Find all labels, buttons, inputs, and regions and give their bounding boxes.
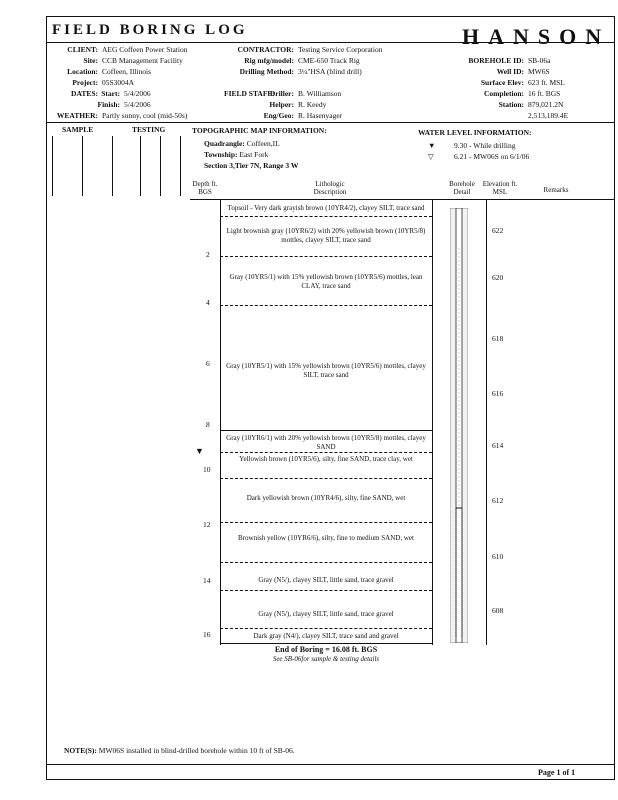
weather-label: WEATHER: <box>56 111 98 120</box>
testing-heading: TESTING <box>132 125 166 134</box>
station-value-east: 2,513,189.4E <box>528 111 569 120</box>
notes-label: NOTE(S): <box>64 746 97 755</box>
well-label: Well ID: <box>496 67 524 76</box>
borehole-column-header: Borehole Detail <box>449 180 475 196</box>
rig-value: CME-650 Track Rig <box>298 56 360 65</box>
end-note: See SB-06for sample & testing details <box>272 655 380 663</box>
start-value: 5/4/2006 <box>124 89 151 98</box>
depth-tick: 8 <box>206 420 210 429</box>
dates-label: DATES: <box>71 89 98 98</box>
layer-description: Light brownish gray (10YR6/2) with 20% yellowish brown (10YR5/8) mottles, clayey SILT, trace sand <box>226 227 426 244</box>
well-schematic <box>450 208 468 643</box>
contractor-label: CONTRACTOR: <box>237 45 294 54</box>
elevation-tick: 616 <box>492 389 504 398</box>
township-label: Township: <box>204 150 238 159</box>
quad-label: Quadrangle: <box>204 139 245 148</box>
finish-value: 5/4/2006 <box>124 100 151 109</box>
elevation-tick: 610 <box>492 552 504 561</box>
location-label: Location: <box>67 67 98 76</box>
site-value: CCB Management Facility <box>102 56 183 65</box>
water-heading: WATER LEVEL INFORMATION: <box>418 128 532 137</box>
station-label: Station: <box>498 100 524 109</box>
borehole-value: SB-06a <box>528 56 551 65</box>
helper-label: Helper: <box>269 100 294 109</box>
surface-label: Surface Elev: <box>480 78 524 87</box>
depth-tick: 10 <box>203 465 211 474</box>
layer-description: Gray (N5/), clayey SILT, little sand, trace gravel <box>258 610 394 618</box>
well-value: MW6S <box>528 67 550 76</box>
layer-description: Gray (N5/), clayey SILT, little sand, trace gravel <box>258 576 394 584</box>
driller-value: B. Williamson <box>298 89 342 98</box>
divider <box>46 42 615 43</box>
water-symbol-2: ▽ <box>428 152 434 161</box>
helper-value: R. Keedy <box>298 100 327 109</box>
footer-rule <box>46 764 615 765</box>
finish-label: Finish: <box>97 100 120 109</box>
section-value: Section 3,Tier 7N, Range 3 W <box>204 161 299 170</box>
sample-heading: SAMPLE <box>62 125 94 134</box>
layer-description: Yellowish brown (10YR5/6), silty, fine SAND, trace clay, wet <box>239 455 413 463</box>
elevation-tick: 614 <box>492 441 504 450</box>
depth-tick: 4 <box>206 298 210 307</box>
rig-label: Rig mfg/model: <box>244 56 294 65</box>
eng-label: Eng/Geo: <box>263 111 294 120</box>
station-value: 879,021.2N <box>528 100 564 109</box>
depth-tick: 14 <box>203 576 211 585</box>
borehole-label: BOREHOLE ID: <box>468 56 524 65</box>
weather-value: Partly sunny, cool (mid-50s) <box>102 111 188 120</box>
depth-tick: 6 <box>206 359 210 368</box>
depth-tick: 16 <box>203 630 211 639</box>
elevation-tick: 618 <box>492 334 504 343</box>
water-level-marker: ▼ <box>195 446 204 456</box>
completion-label: Completion: <box>484 89 524 98</box>
water-symbol-1: ▼ <box>428 141 436 150</box>
client-value: AEG Coffeen Power Station <box>102 45 188 54</box>
layer-description: Brownish yellow (10YR6/6), silty, fine to medium SAND, wet <box>238 534 414 542</box>
drilling-value: 3¼"HSA (blind drill) <box>298 67 362 76</box>
start-label: Start: <box>101 89 120 98</box>
elevation-tick: 622 <box>492 226 504 235</box>
layer-description: Gray (10YR5/1) with 15% yellowish brown (10YR5/6) mottles, lean CLAY, trace sand <box>229 273 423 290</box>
elevation-tick: 608 <box>492 606 504 615</box>
project-value: 05S3004A <box>102 78 135 87</box>
depth-tick: 2 <box>206 250 210 259</box>
project-label: Project: <box>72 78 98 87</box>
water-level-1: 9.30 - While drilling <box>454 141 516 150</box>
elevation-tick: 612 <box>492 496 504 505</box>
page-title: FIELD BORING LOG <box>52 22 248 38</box>
water-level-2: 6.21 - MW06S on 6/1/06 <box>454 152 530 161</box>
location-value: Coffeen, Illinois <box>102 67 152 76</box>
site-label: Site: <box>83 56 98 65</box>
page-number: Page 1 of 1 <box>538 768 576 777</box>
eng-value: R. Hasenyager <box>298 111 343 120</box>
quad-value: Coffeen,IL <box>246 139 280 148</box>
layer-description: Gray (10YR5/1) with 15% yellowish brown (10YR5/6) mottles, clayey SILT, trace sand <box>226 362 426 379</box>
depth-column-header: Depth ft. BGS <box>192 180 218 196</box>
column-header-rule <box>190 199 615 200</box>
completion-value: 16 ft. BGS <box>528 89 561 98</box>
layer-description: Dark gray (N4/), clayey SILT, trace sand and gravel <box>253 632 399 640</box>
notes-text: MW06S installed in blind-drilled borehole within 10 ft of SB-06. <box>98 746 295 755</box>
township-value: East Fork <box>239 150 269 159</box>
remarks-column-header: Remarks <box>543 186 569 194</box>
layer-description: Dark yellowish brown (10YR4/6), silty, fine SAND, wet <box>246 494 406 502</box>
surface-value: 623 ft. MSL <box>528 78 565 87</box>
client-label: CLIENT: <box>67 45 98 54</box>
layer-description: Gray (10YR6/1) with 20% yellowish brown (10YR5/8) mottles, clayey SAND <box>226 434 426 451</box>
depth-tick: 12 <box>203 520 211 529</box>
end-of-boring: End of Boring = 16.08 ft. BGS <box>274 645 378 654</box>
elevation-tick: 620 <box>492 273 504 282</box>
divider <box>46 122 615 123</box>
topo-heading: TOPOGRAPHIC MAP INFORMATION: <box>192 126 327 135</box>
company-logo: HANSON <box>462 24 611 49</box>
elevation-column-header: Elevation ft. MSL <box>482 180 518 196</box>
driller-label: Driller: <box>269 89 294 98</box>
field-staff-label: FIELD STAFF: <box>224 89 275 98</box>
contractor-value: Testing Service Corporation <box>298 45 383 54</box>
drilling-label: Drilling Method: <box>239 67 294 76</box>
layer-description: Topsoil - Very dark grayish brown (10YR4/2), clayey SILT, trace sand <box>227 204 425 212</box>
lithologic-column-header: Lithologic Description <box>313 180 347 196</box>
